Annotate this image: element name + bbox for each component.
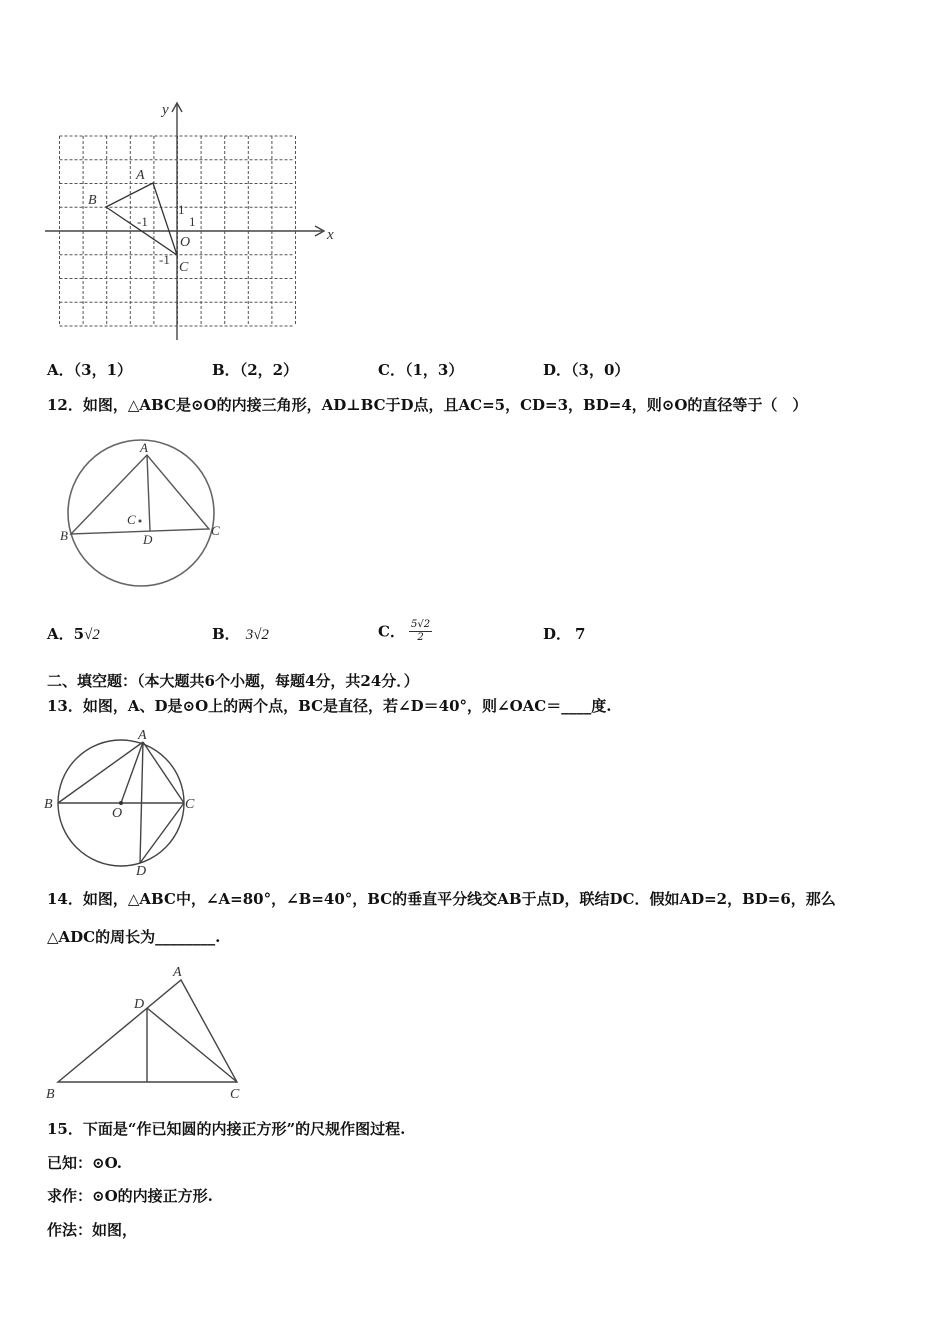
q12-circle-figure <box>55 440 235 600</box>
q12-question-text: 12．如图，△ABC是⊙O的内接三角形，AD⊥BC于D点，且AC=5，CD=3，BD=4，则⊙O的直径等于（ ） <box>47 396 808 414</box>
q11-label-y: y <box>162 102 169 118</box>
q12-option-a-letter: A． <box>47 625 74 643</box>
q11-coordinate-figure <box>40 100 340 350</box>
q13-label-b: B <box>44 797 53 812</box>
q11-option-a-text: （3，1） <box>73 361 133 379</box>
q12-option-b-radical: √2 <box>253 627 269 643</box>
q15-question-line1: 15．下面是“作已知圆的内接正方形”的尺规作图过程. <box>47 1120 406 1138</box>
q14-segment-dc <box>147 1008 237 1082</box>
q12-option-d <box>543 625 585 643</box>
q12-label-center: C <box>127 512 136 527</box>
q14-question-line1: 14．如图，△ABC中，∠A=80°，∠B=40°，BC的垂直平分线交AB于点D，联结DC．假如AD=2，BD=6，那么 <box>47 890 836 908</box>
q13-center-dot <box>119 801 123 805</box>
q12-option-a-radical: √2 <box>84 627 100 643</box>
q12-option-c-denominator: 2 <box>417 632 424 643</box>
q15-question-line4: 作法：如图， <box>47 1221 138 1239</box>
q13-label-o: O <box>112 806 123 821</box>
q15-question-line2: 已知：⊙O. <box>47 1154 122 1172</box>
q15-question-line3: 求作：⊙O的内接正方形. <box>47 1187 213 1205</box>
q14-question-line2: △ADC的周长为________. <box>47 928 221 946</box>
q14-label-a: A <box>173 965 182 980</box>
q11-label-o: O <box>180 235 191 250</box>
q12-label-c: C <box>211 523 220 538</box>
q11-label-x: x <box>327 227 334 243</box>
q12-option-b-letter: B． <box>212 625 240 643</box>
q14-label-c: C <box>230 1087 240 1102</box>
q11-label-c: C <box>179 260 189 275</box>
q12-option-a <box>47 625 100 644</box>
q13-segment-dc <box>140 803 184 863</box>
q11-label-neg1-y: -1 <box>159 252 170 267</box>
q12-label-a: A <box>140 440 148 455</box>
q12-option-d-text: 7 <box>575 625 586 643</box>
q11-option-d <box>543 361 629 379</box>
q13-segment-ab <box>58 742 143 803</box>
q14-label-b: B <box>46 1087 55 1102</box>
q14-triangle-figure <box>42 960 262 1100</box>
q12-option-c-letter: C． <box>378 622 405 641</box>
q11-option-d-letter: D． <box>543 361 572 379</box>
q13-circle-figure <box>42 728 202 878</box>
q13-segment-ac <box>143 742 184 803</box>
q12-altitude-ad <box>147 455 150 531</box>
q13-question-text: 13．如图，A、D是⊙O上的两个点，BC是直径，若∠D＝40°，则∠OAC＝____度. <box>47 697 612 715</box>
q12-option-c-numerator: 5√2 <box>410 619 431 630</box>
q12-label-d: D <box>143 532 153 547</box>
q12-option-c <box>378 619 432 644</box>
section-heading-fill-in: 二、填空题：（本大题共6个小题，每题4分，共24分．） <box>47 672 419 690</box>
q12-option-b-coef: 3 <box>245 627 254 643</box>
q11-label-one-x: 1 <box>189 214 196 229</box>
q13-label-a: A <box>138 728 147 743</box>
q11-option-d-text: （3，0） <box>571 361 630 379</box>
q12-option-d-letter: D． <box>543 625 572 643</box>
q12-option-a-coef: 5 <box>73 625 85 643</box>
q12-center-dot <box>139 520 142 523</box>
q11-option-b <box>212 361 298 379</box>
q11-label-b: B <box>88 193 97 208</box>
q12-label-b: B <box>60 528 68 543</box>
q11-option-c-text: （1，3） <box>404 361 464 379</box>
q11-label-one-y: 1 <box>178 202 185 217</box>
q11-option-b-text: （2，2） <box>239 361 299 379</box>
q11-option-c <box>378 361 463 379</box>
q11-option-a-letter: A． <box>47 361 74 379</box>
q13-label-d: D <box>136 864 147 879</box>
q11-label-a: A <box>136 168 145 183</box>
q13-segment-ao <box>121 742 143 803</box>
q11-option-b-letter: B． <box>212 361 240 379</box>
q12-option-c-fraction <box>409 619 432 644</box>
q11-option-c-letter: C． <box>378 361 405 379</box>
q11-label-neg1-x: -1 <box>137 214 148 229</box>
q12-option-b <box>212 625 269 644</box>
q13-label-c: C <box>185 797 195 812</box>
q11-option-a <box>47 361 132 379</box>
q14-label-d: D <box>134 997 145 1012</box>
